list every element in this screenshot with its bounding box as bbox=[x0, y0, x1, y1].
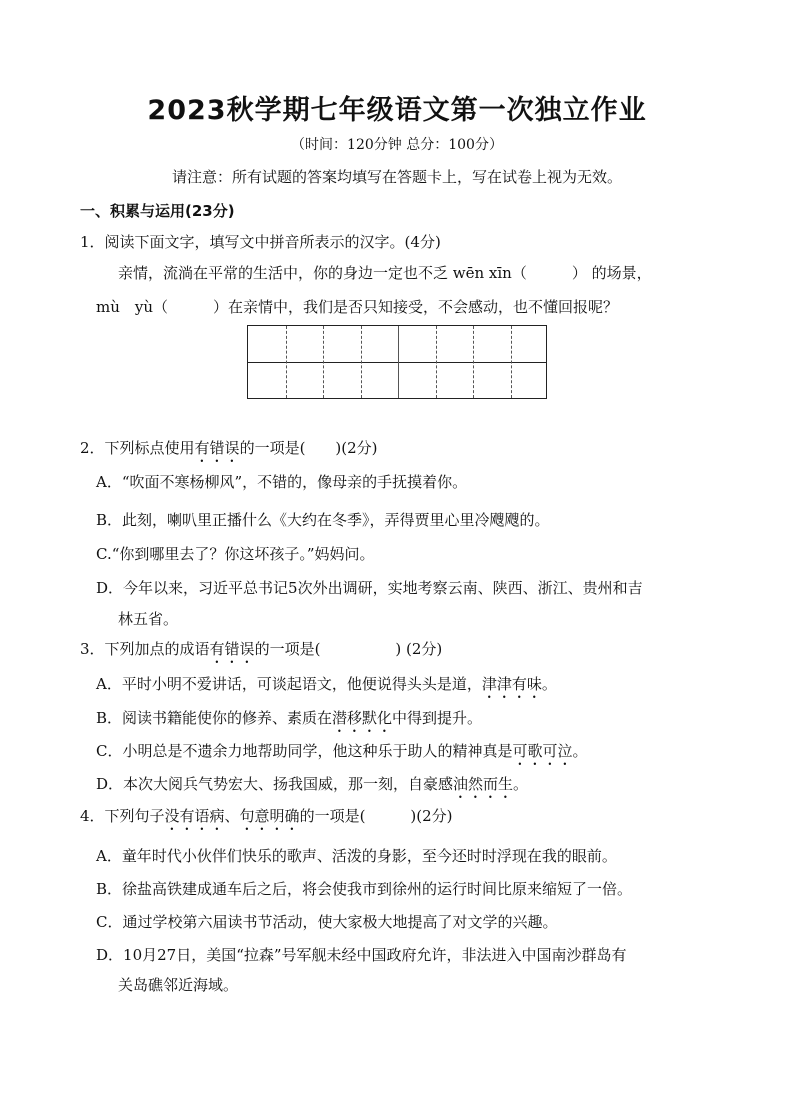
q2-option-d: D．今年以来，习近平总书记5次外出调研，实地考察云南、陕西、浙江、贵州和吉 bbox=[96, 579, 643, 597]
q4-option-d-cont: 关岛礁邻近海域。 bbox=[118, 976, 239, 994]
q4-option-d: D．10月27日，美国“拉森”号军舰未经中国政府允许，非法进入中国南沙群岛有 bbox=[96, 946, 627, 964]
q4-option-c: C．通过学校第六届读书节活动，使大家极大地提高了对文学的兴趣。 bbox=[96, 913, 558, 931]
q3-stem-text: 3．下列加点的成语 bbox=[80, 640, 210, 658]
q4-stem-text: 的一项是( )(2分) bbox=[299, 807, 453, 825]
q3-option-text: D．本次大阅兵气势宏大、扬我国威，那一刻，自豪感 bbox=[96, 775, 454, 793]
q3-option-b bbox=[96, 707, 482, 736]
q2-stem-text: 2．下列标点使用 bbox=[80, 439, 195, 457]
q2-option-a: A．“吹面不寒杨柳风”，不错的，像母亲的手抚摸着你。 bbox=[96, 473, 468, 491]
grid-col-divider bbox=[286, 326, 287, 398]
q3-option-d bbox=[96, 773, 528, 802]
grid-col-divider bbox=[323, 326, 324, 398]
q4-stem-emphasis: 没有语病、句意明确 bbox=[164, 807, 300, 825]
q4-stem-text: 4．下列句子 bbox=[80, 807, 165, 825]
notice: 请注意：所有试题的答案均填写在答题卡上，写在试卷上视为无效。 bbox=[171, 168, 622, 186]
q1-line1: 亲情，流淌在平常的生活中，你的身边一定也不乏 wēn xīn（ ） 的场景， bbox=[118, 264, 652, 282]
q3-option-text: 。 bbox=[513, 775, 529, 793]
answer-grid bbox=[247, 325, 547, 399]
q4-stem bbox=[80, 805, 453, 834]
grid-col-divider bbox=[473, 326, 474, 398]
q2-option-d-cont: 林五省。 bbox=[118, 610, 179, 628]
q3-stem bbox=[80, 638, 442, 667]
q3-option-text: 。 bbox=[572, 742, 588, 760]
q3-stem-text: 的一项是( ) (2分) bbox=[254, 640, 443, 658]
q3-option-a bbox=[96, 673, 557, 702]
exam-info: （时间：120分钟 总分：100分） bbox=[291, 137, 503, 153]
grid-col-divider bbox=[398, 326, 399, 398]
grid-col-divider bbox=[361, 326, 362, 398]
q3-option-idiom: 可歌可泣 bbox=[512, 742, 573, 760]
q3-option-c bbox=[96, 740, 588, 769]
grid-col-divider bbox=[511, 326, 512, 398]
q2-stem-emphasis: 有错误 bbox=[194, 439, 240, 457]
grid-row-divider bbox=[248, 362, 546, 363]
q2-option-b: B．此刻，喇叭里正播什么《大约在冬季》，弄得贾里心里冷飕飕的。 bbox=[96, 511, 550, 529]
q3-option-idiom: 潜移默化 bbox=[332, 709, 393, 727]
q3-option-idiom: 津津有味 bbox=[481, 675, 542, 693]
q3-option-idiom: 油然而生 bbox=[453, 775, 514, 793]
q1-stem: 1．阅读下面文字，填写文中拼音所表示的汉字。(4分) bbox=[80, 233, 441, 251]
q3-option-text: 。 bbox=[541, 675, 557, 693]
section-heading: 一、积累与运用(23分) bbox=[80, 202, 235, 220]
q4-option-a: A．童年时代小伙伴们快乐的歌声、活泼的身影，至今还时时浮现在我的眼前。 bbox=[96, 847, 617, 865]
q3-stem-emphasis: 有错误 bbox=[209, 640, 255, 658]
q4-option-b: B．徐盐高铁建成通车后之后，将会使我市到徐州的运行时间比原来缩短了一倍。 bbox=[96, 880, 633, 898]
q3-option-text: C．小明总是不遗余力地帮助同学，他这种乐于助人的精神真是 bbox=[96, 742, 513, 760]
q1-line2: mù yù（ ）在亲情中，我们是否只知接受，不会感动，也不懂回报呢？ bbox=[96, 298, 619, 316]
q2-stem-text: 的一项是( )(2分) bbox=[239, 439, 378, 457]
q3-option-text: 中得到提升。 bbox=[392, 709, 483, 727]
q2-stem bbox=[80, 437, 378, 466]
page-title: 2023秋学期七年级语文第一次独立作业 bbox=[147, 95, 647, 126]
grid-col-divider bbox=[436, 326, 437, 398]
q2-option-c: C.“你到哪里去了？你这坏孩子。”妈妈问。 bbox=[96, 545, 375, 563]
q3-option-text: B．阅读书籍能使你的修养、素质在 bbox=[96, 709, 333, 727]
q3-option-text: A．平时小明不爱讲话，可谈起语文，他便说得头头是道， bbox=[96, 675, 482, 693]
